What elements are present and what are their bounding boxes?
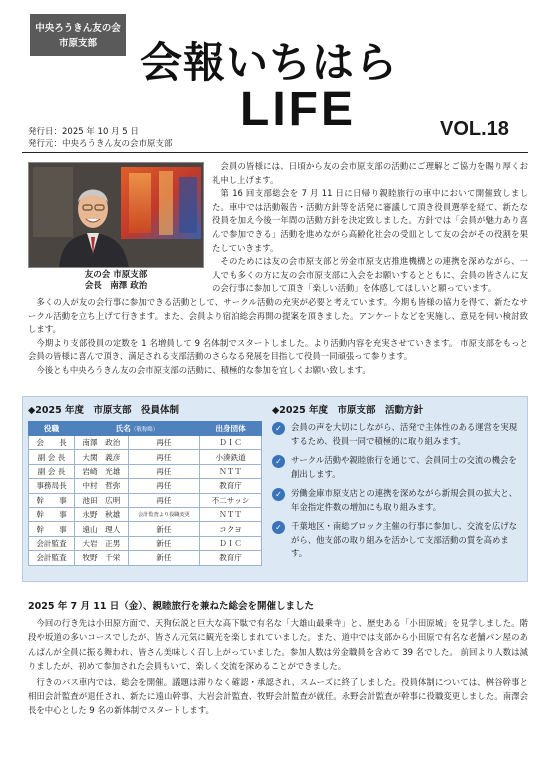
check-icon: ✓ — [272, 488, 285, 501]
name-header-label: 氏名 — [115, 424, 131, 433]
table-header-row — [29, 422, 262, 436]
check-icon: ✓ — [272, 455, 285, 468]
cell-name: 池田 広明 — [75, 493, 129, 507]
table-row — [29, 493, 262, 507]
cell-status: 再任 — [128, 479, 199, 493]
cell-org: ＮＴＴ — [200, 507, 262, 521]
org-name: 中央ろうきん友の会 — [35, 23, 121, 34]
president-photo — [28, 162, 204, 268]
greeting-text-continued — [28, 296, 528, 378]
article-paragraph: 行きのバス車内では、総会を開催。議題は滞りなく確認・承認され、スムーズに終了しました。役員体制については、桝谷幹事と相田会計監査が退任され、新たに遠山幹事、大岩会計監査、牧野会計監査が就任。永野会計監査が幹事に役職変更しました。南澤会長を中心とした 9 名の新体制でスタートします。 — [28, 676, 528, 716]
issue-date: 発行日：2025 年 10 月 5 日 — [28, 127, 139, 137]
list-item — [272, 454, 524, 481]
article-body — [28, 616, 528, 719]
greeting-paragraph: 今期より支部役員の定数を 1 名増員して 9 名体制でスタートしました。より活動内容を充実させていきます。 市原支部をもっと会員の皆様に喜んで頂き、満足される支部活動のさらなる発展を目指して役員一同頑張って参ります。 — [28, 337, 528, 362]
photo-caption — [28, 270, 204, 292]
table-row — [29, 436, 262, 450]
greeting-paragraph: 第 16 回支部総会を 7 月 11 日に日帰り親睦旅行の車中において開催致しました。車中では活動報告・活動方針等を活発に審議して頂き役員選挙を経て、新たな役員を加え今後一年間の活動方針を決定致しました。方針では「会員が魅力あり喜んで参加できる」活動を進めながら高齢化社会の受皿として友の会がその役割を果たしていきます。 — [212, 188, 528, 253]
policy-text: 労働金庫市原支店との連携を深めながら新規会員の拡大と、年金指定件数の増加にも取り組みます。 — [291, 488, 518, 512]
table-row — [29, 507, 262, 521]
cell-org: コクヨ — [200, 522, 262, 536]
cell-name: 岩崎 光雄 — [75, 464, 129, 478]
cell-status: 会計監査より役職変更 — [128, 507, 199, 521]
cell-status: 再任 — [128, 436, 199, 450]
greeting-paragraph: そのためには友の会市原支部と労金市原支店推進機構との連携を深めながら、一人でも多くの方に友の会市原支部に入会をお願いするとともに、会員の皆さんに友の会行事に参加して頂き「楽しい活動」を体感してほしいと願っています。 — [212, 256, 528, 294]
cell-role: 幹 事 — [29, 507, 75, 521]
cell-role: 会計監査 — [29, 536, 75, 550]
greeting-paragraph: 会員の皆様には、日頃から友の会市原支部の活動にご理解とご協力を賜り厚くお礼申し上げます。 — [212, 161, 528, 185]
newsletter-title: 会報いちはら — [140, 38, 399, 87]
org-badge — [30, 14, 126, 56]
column-header-role: 役職 — [29, 422, 75, 436]
table-row — [29, 522, 262, 536]
cell-name: 大岩 正男 — [75, 536, 129, 550]
cell-role: 副 会 長 — [29, 464, 75, 478]
cell-status: 再任 — [128, 493, 199, 507]
table-row — [29, 464, 262, 478]
cell-name: 南澤 政治 — [75, 436, 129, 450]
policy-text: 会員の声を大切にしながら、活発で主体性のある運営を実現するため、役員一同で積極的に取り組みます。 — [291, 422, 518, 446]
cell-role: 幹 事 — [29, 522, 75, 536]
check-icon: ✓ — [272, 422, 285, 435]
table-row — [29, 450, 262, 464]
publication-info — [28, 126, 173, 150]
cell-org: ＮＴＴ — [200, 464, 262, 478]
officers-section — [28, 402, 264, 566]
cell-org: 教育庁 — [200, 479, 262, 493]
check-icon: ✓ — [272, 521, 285, 534]
name-header-note: （敬称略） — [130, 427, 159, 433]
cell-org: 小湊鉄道 — [200, 450, 262, 464]
greeting-text — [212, 160, 528, 296]
cell-name: 遠山 理人 — [75, 522, 129, 536]
cell-status: 新任 — [128, 551, 199, 565]
cell-status: 新任 — [128, 536, 199, 550]
cell-name: 永野 秋雄 — [75, 507, 129, 521]
cell-role: 事務局長 — [29, 479, 75, 493]
officers-table — [28, 421, 262, 566]
list-item — [272, 520, 524, 561]
cell-org: 教育庁 — [200, 551, 262, 565]
cell-role: 会 長 — [29, 436, 75, 450]
policy-section — [272, 402, 524, 567]
table-row — [29, 536, 262, 550]
table-row — [29, 479, 262, 493]
cell-role: 副 会 長 — [29, 450, 75, 464]
header-divider — [22, 152, 528, 153]
list-item — [272, 421, 524, 448]
cell-org: 不二サッシ — [200, 493, 262, 507]
column-header-name — [75, 422, 200, 436]
cell-role: 幹 事 — [29, 493, 75, 507]
greeting-paragraph: 今後とも中央ろうきん友の会市原支部の活動に、積極的な参加を宜しくお願い致します。 — [36, 364, 371, 375]
cell-org: ＤＩＣ — [200, 436, 262, 450]
cell-status: 再任 — [128, 464, 199, 478]
publisher: 発行元：中央ろうきん友の会市原支部 — [28, 139, 173, 149]
volume-number: VOL.18 — [440, 118, 509, 140]
caption-org: 友の会 市原支部 — [84, 270, 148, 280]
newsletter-title-en: LIFE — [240, 83, 356, 136]
cell-name: 大関 義彦 — [75, 450, 129, 464]
policy-heading: ◆2025 年度 市原支部 活動方針 — [272, 405, 424, 416]
article-title: 2025 年 7 月 11 日（金）、親睦旅行を兼ねた総会を開催しました — [28, 601, 315, 612]
policy-text: 千葉地区・南総ブロック主催の行事に参加し、交流を広げながら、他支部の取り組みを活かして支部活動の質を高めます。 — [291, 521, 517, 558]
cell-org: ＤＩＣ — [200, 536, 262, 550]
cell-name: 牧野 千栄 — [75, 551, 129, 565]
policy-list — [272, 421, 524, 561]
cell-status: 新任 — [128, 522, 199, 536]
column-header-org: 出身団体 — [200, 422, 262, 436]
cell-role: 会計監査 — [29, 551, 75, 565]
officers-heading: ◆2025 年度 市原支部 役員体制 — [28, 405, 180, 416]
policy-text: サークル活動や親睦旅行を通じて、会員同士の交流の機会を創出します。 — [291, 455, 517, 479]
cell-status: 再任 — [128, 450, 199, 464]
table-row — [29, 551, 262, 565]
branch-name: 市原支部 — [58, 38, 97, 49]
cell-name: 中村 哲弥 — [75, 479, 129, 493]
caption-name: 会長 南澤 政治 — [84, 281, 148, 291]
article-paragraph: 今回の行き先は小田原方面で、天狗伝説と巨大な高下駄で有名な「大雄山最乗寺」と、歴史ある「小田原城」を見学しました。階段や坂道の多いコースでしたが、皆さん元気に観光を楽しまれていました。また、道中では支部から小田原で有名な老舗パン屋のあんぱんが全員に振る舞われ、皆さん美味しく召し上がっていました。参加人数は労金職員を含めて 39 名でした。 前回より人数は減りましたが、初めて参加された会員もいて、楽しく交流を深めることができました。 — [28, 618, 528, 672]
list-item — [272, 487, 524, 514]
greeting-paragraph: 多くの人が友の会行事に参加できる活動として、サークル活動の充実が必要と考えています。今期も皆様の協力を得て、新たなサークル活動を立ち上げて行きます。また、会員より宿泊総会再開の提案を頂きました。アンケートなどを実施し、意見を伺い検討致します。 — [28, 297, 528, 335]
